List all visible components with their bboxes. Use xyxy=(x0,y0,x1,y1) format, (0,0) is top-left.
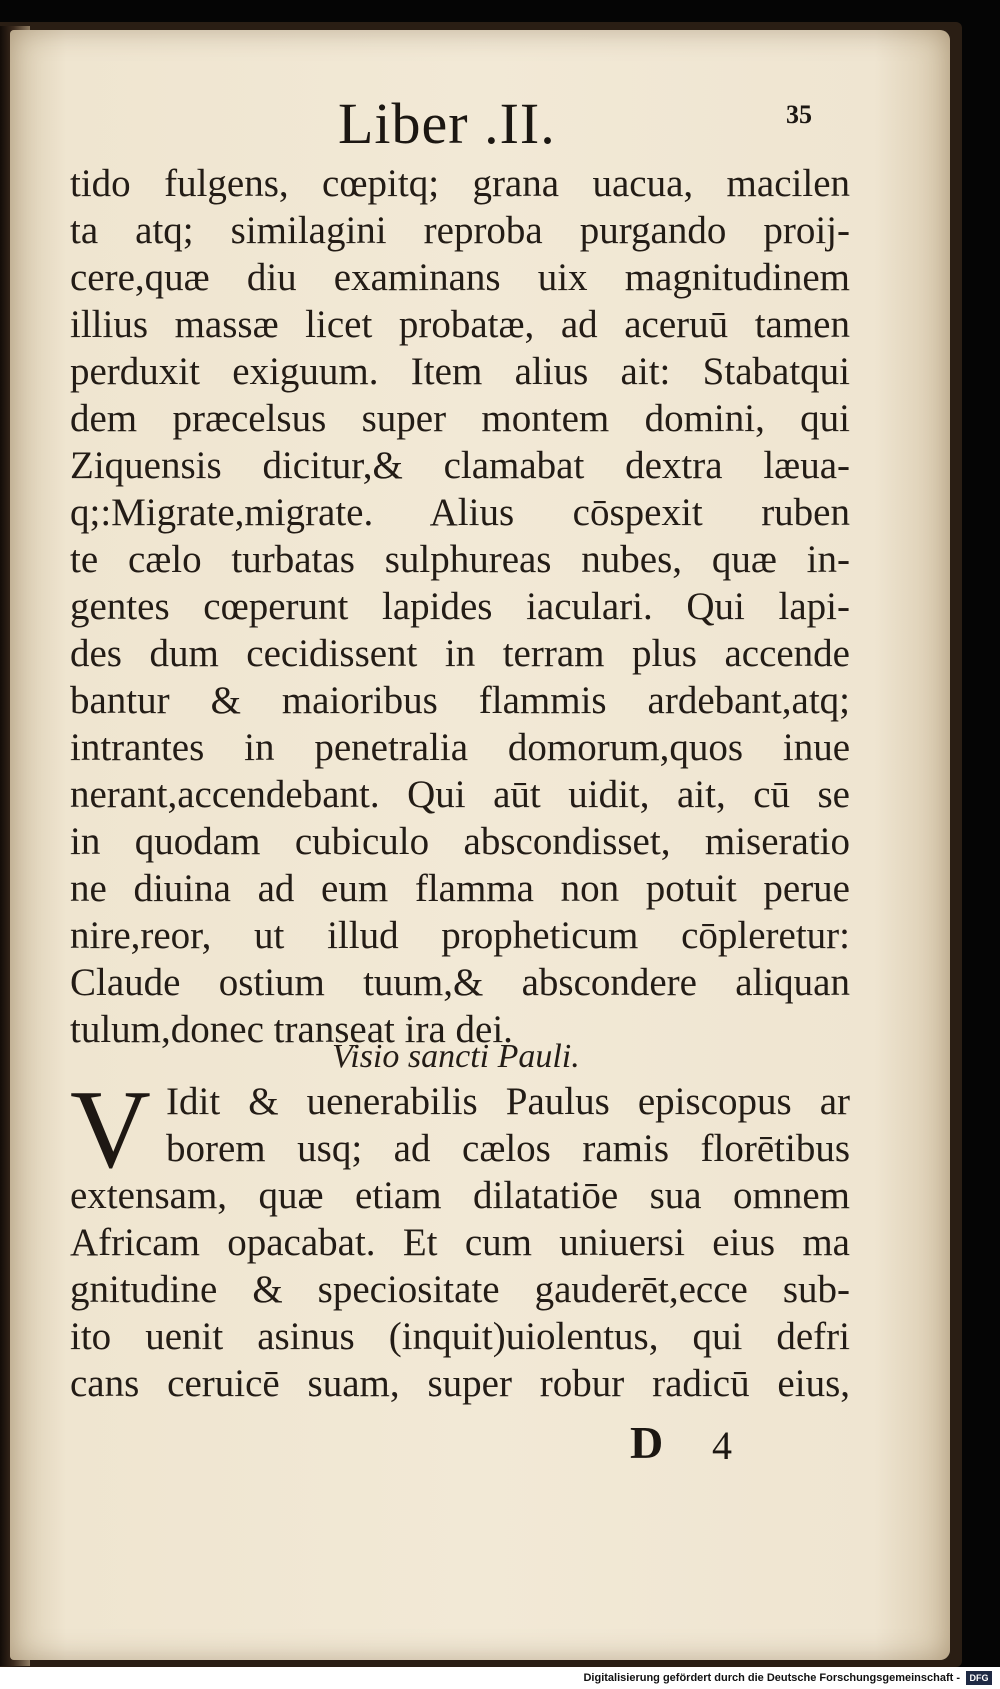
text-line: gentes cœperunt lapides iaculari. Qui lapi- xyxy=(70,585,850,628)
text-line-last: tulum,donec transeat ira dei. xyxy=(70,1008,513,1051)
paragraph-2 xyxy=(70,1068,850,1407)
text-line: tido fulgens, cœpitq; grana uacua, macilen xyxy=(70,162,850,205)
drop-capital: V xyxy=(70,1068,151,1192)
text-line: ito uenit asinus (inquit)uiolentus, qui defri xyxy=(70,1315,850,1358)
text-line: ne diuina ad eum flamma non potuit perue xyxy=(70,867,850,910)
signature-number: 4 xyxy=(712,1423,732,1468)
text-line: intrantes in penetralia domorum,quos inue xyxy=(70,726,850,769)
folio-number: 35 xyxy=(786,100,812,129)
text-line: cere,quæ diu examinans uix magnitudinem xyxy=(70,256,850,299)
text-line: des dum cecidissent in terram plus accende xyxy=(70,632,850,675)
text-line: perduxit exiguum. Item alius ait: Stabatqui xyxy=(70,350,850,393)
text-line: q;:Migrate,migrate. Alius cōspexit ruben xyxy=(70,491,850,534)
text-line: nerant,accendebant. Qui aūt uidit, ait, cū se xyxy=(70,773,850,816)
text-line: borem usq; ad cælos ramis florētibus xyxy=(166,1127,850,1170)
paragraph-1 xyxy=(70,160,850,1053)
section-heading: Visio sancti Pauli. xyxy=(332,1038,580,1075)
digitization-footer xyxy=(0,1667,1000,1689)
text-line: extensam, quæ etiam dilatatiōe sua omnem xyxy=(70,1174,850,1217)
text-line: illius massæ licet probatæ, ad aceruū tamen xyxy=(70,303,850,346)
text-line: Ziquensis dicitur,& clamabat dextra læua- xyxy=(70,444,850,487)
text-line: Africam opacabat. Et cum uniuersi eius ma xyxy=(70,1221,850,1264)
text-line: bantur & maioribus flammis ardebant,atq; xyxy=(70,679,850,722)
dfg-logo-icon: DFG xyxy=(966,1671,992,1685)
text-line: nire,reor, ut illud propheticum cōpleretur: xyxy=(70,914,850,957)
text-line: cans ceruicē suam, super robur radicū eius, xyxy=(70,1362,850,1405)
text-line: in quodam cubiculo abscondisset, miseratio xyxy=(70,820,850,863)
text-line: Idit & uenerabilis Paulus episcopus ar xyxy=(166,1080,850,1123)
text-line: Claude ostium tuum,& abscondere aliquan xyxy=(70,961,850,1004)
text-line: dem præcelsus super montem domini, qui xyxy=(70,397,850,440)
text-line: ta atq; similagini reproba purgando proij- xyxy=(70,209,850,252)
signature-mark: D xyxy=(630,1417,664,1468)
text-line: gnitudine & speciositate gauderēt,ecce sub- xyxy=(70,1268,850,1311)
text-line: te cælo turbatas sulphureas nubes, quæ in- xyxy=(70,538,850,581)
footer-credit: Digitalisierung gefördert durch die Deutsche Forschungsgemeinschaft - xyxy=(583,1672,960,1684)
running-head: Liber .II. xyxy=(338,91,556,156)
